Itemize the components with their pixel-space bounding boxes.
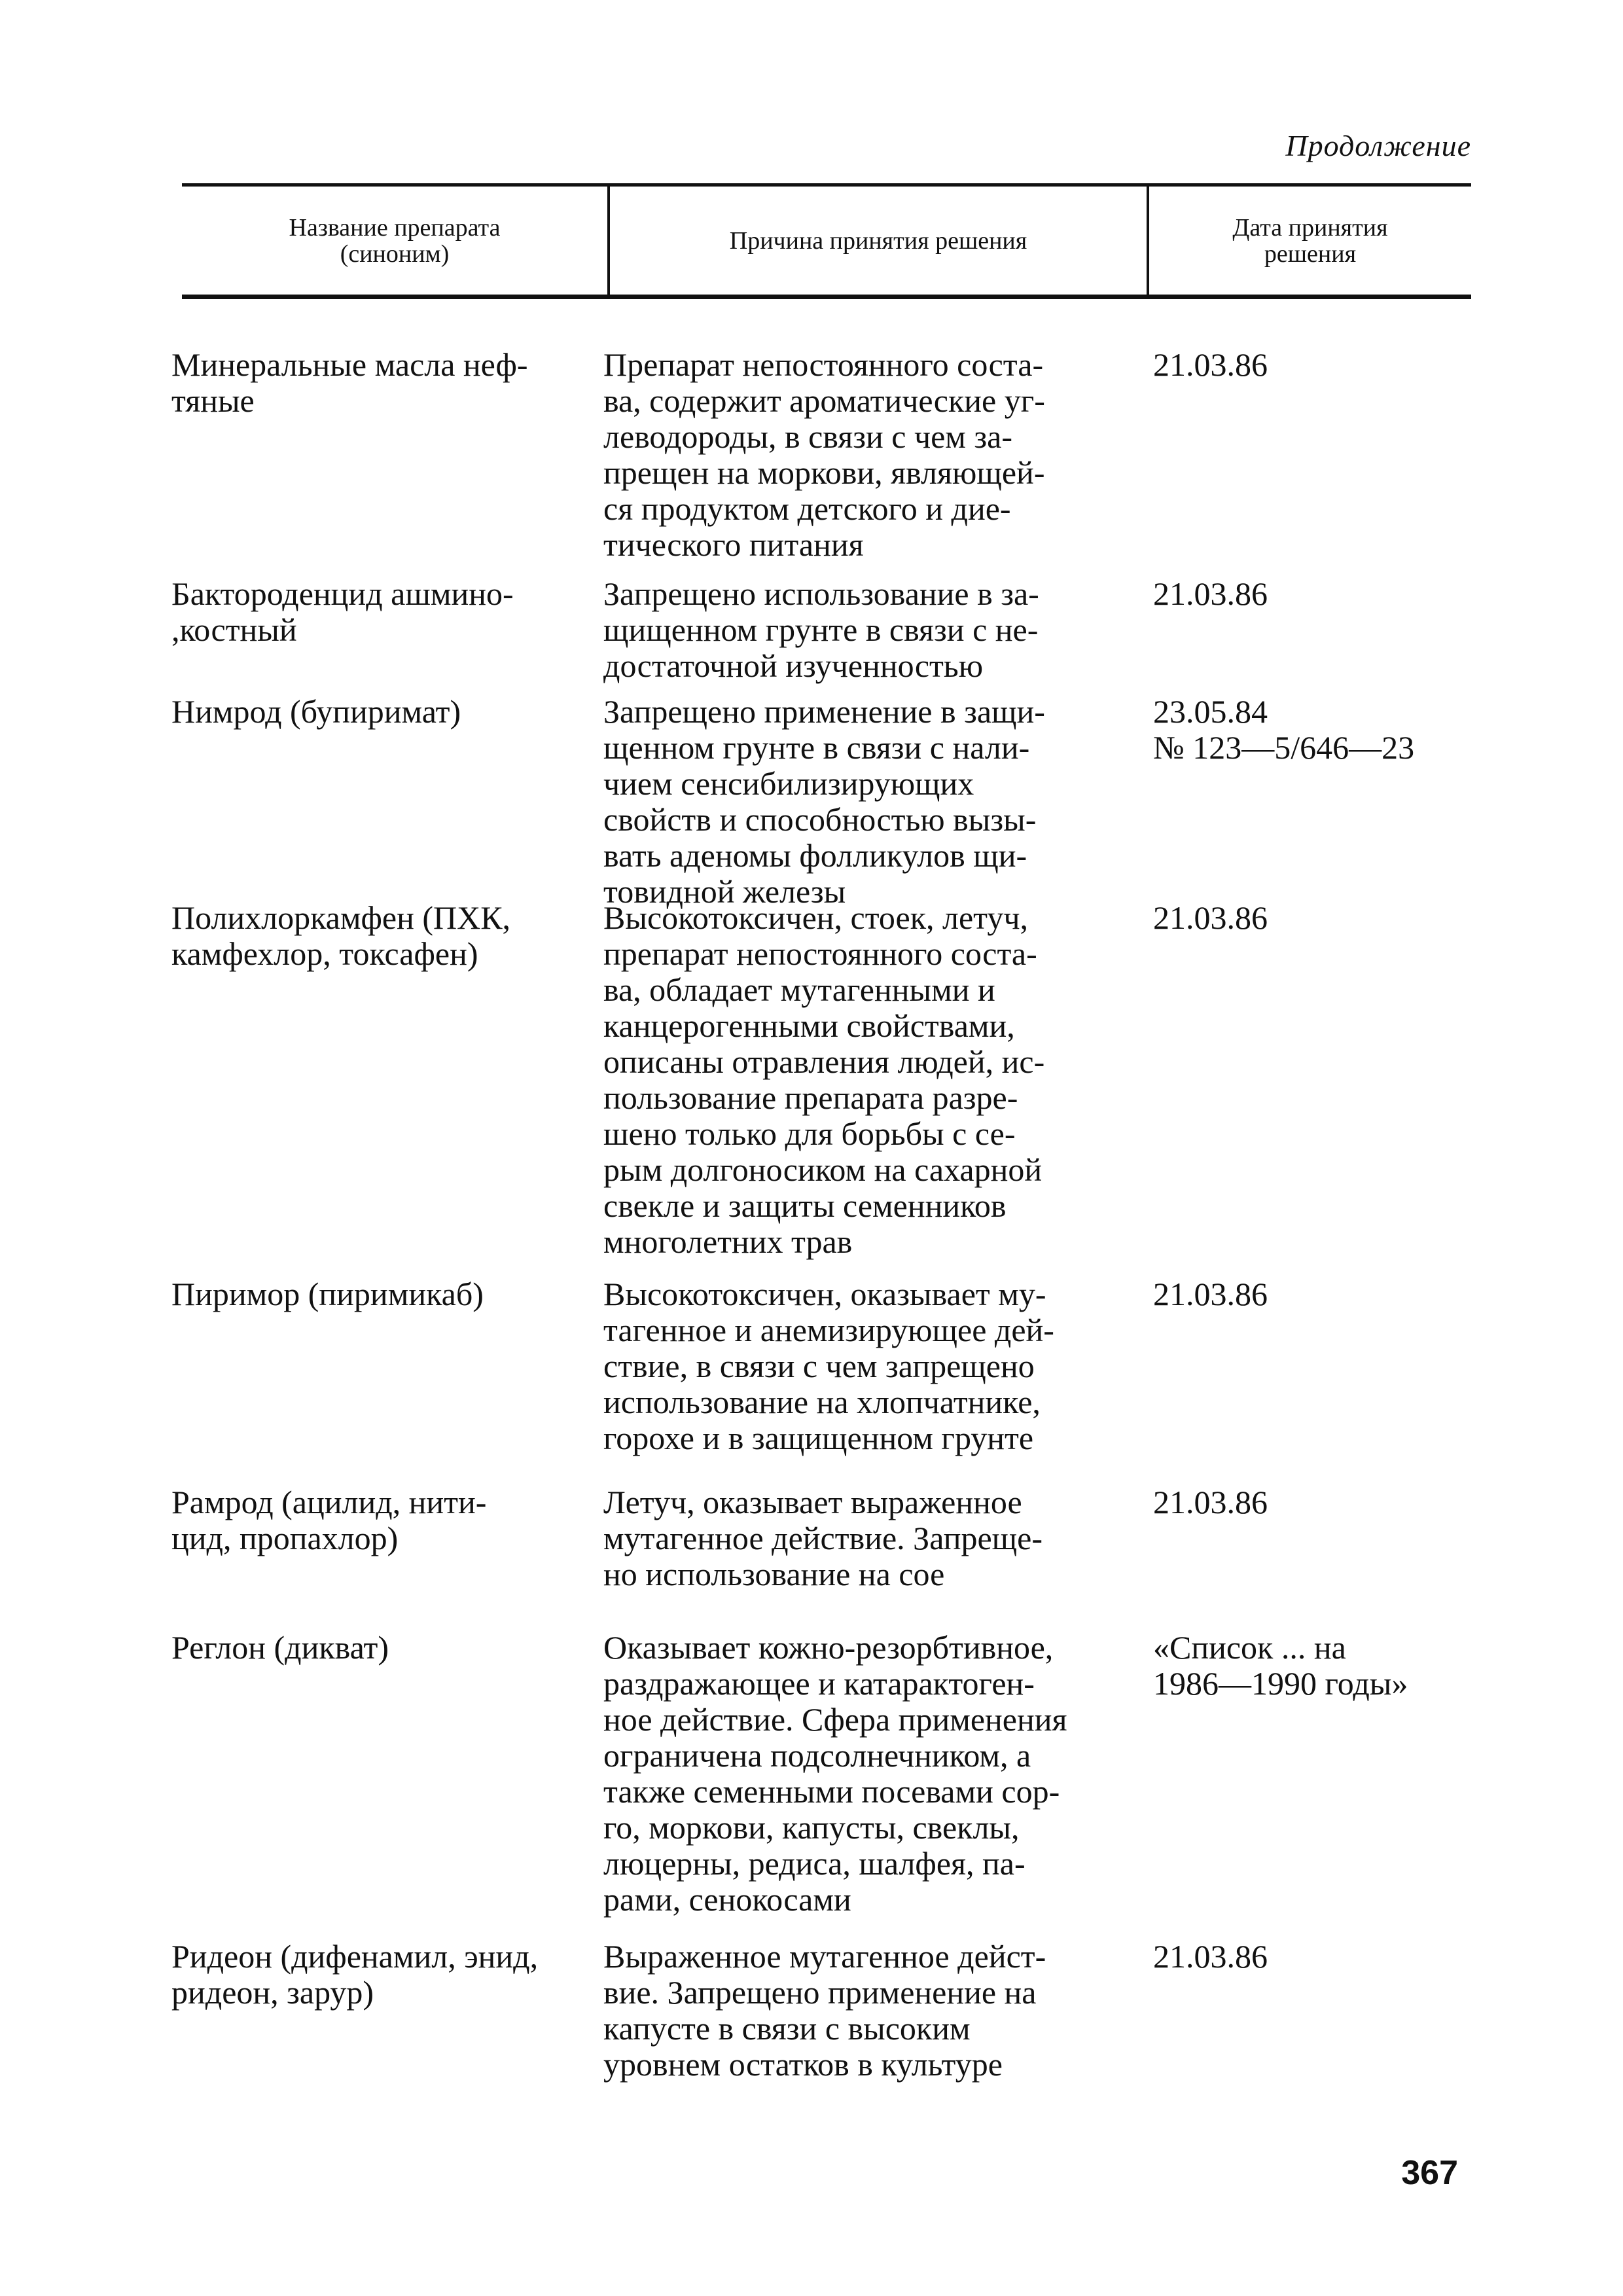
row-reason: Высокотоксичен, стоек, летуч, препарат непостоянного соста- ва, обладает мутагенными и канцерогенными свойствами, описаны отравления людей, ис- пользование препарата разре- шено только для борьбы с се- рым долгоносиком на сахарной свекле и защиты семенников многолетних трав	[603, 899, 1045, 1260]
continuation-label: Продолжение	[1285, 129, 1471, 162]
row-date: 23.05.84 № 123—5/646—23	[1153, 693, 1415, 766]
row-date: 21.03.86	[1153, 575, 1268, 612]
row-name: Реглон (дикват)	[171, 1629, 389, 1666]
row-date: 21.03.86	[1153, 1938, 1268, 1975]
row-date: 21.03.86	[1153, 346, 1268, 383]
row-reason: Летуч, оказывает выраженное мутагенное действие. Запреще- но использование на сое	[603, 1484, 1043, 1592]
row-date: 21.03.86	[1153, 899, 1268, 936]
row-reason: Запрещено применение в защи- щенном грунте в связи с нали- чием сенсибилизирующих свойств и способностью вызы- вать аденомы фолликулов щи- товидной железы	[603, 693, 1045, 910]
row-reason: Запрещено использование в за- щищенном грунте в связи с не- достаточной изученностью	[603, 575, 1039, 684]
row-name: Рамрод (ацилид, нити- цид, пропахлор)	[171, 1484, 487, 1556]
row-date: «Список ... на 1986—1990 годы»	[1153, 1629, 1408, 1702]
row-name: Минеральные масла неф- тяные	[171, 346, 528, 419]
row-name: Пиримор (пиримикаб)	[171, 1276, 484, 1312]
row-name: Бактороденцид ашмино- ,костный	[171, 575, 514, 648]
header-reason: Причина принятия решения	[729, 226, 1027, 255]
row-reason: Выраженное мутагенное дейст- вие. Запрещено применение на капусте в связи с высоким уровнем остатков в культуре	[603, 1938, 1046, 2083]
page-number: 367	[1401, 2154, 1458, 2192]
row-date: 21.03.86	[1153, 1484, 1268, 1520]
header-name: Название препарата (синоним)	[289, 213, 501, 268]
table-header-bottom-rule	[182, 295, 1471, 299]
row-name: Ридеон (дифенамил, энид, ридеон, зарур)	[171, 1938, 539, 2011]
header-date: Дата принятия решения	[1232, 213, 1388, 268]
row-reason: Высокотоксичен, оказывает му- тагенное и анемизирующее дей- ствие, в связи с чем запрещено использование на хлопчатнике, горохе и в защищенном грунте	[603, 1276, 1054, 1456]
row-reason: Оказывает кожно-резорбтивное, раздражающее и катарактоген- ное действие. Сфера применения ограничена подсолнечником, а также семенными посевами сор- го, моркови, капусты, свеклы, люцерны, редиса, шалфея, па- рами, сенокосами	[603, 1629, 1067, 1918]
row-name: Полихлоркамфен (ПХК, камфехлор, токсафен)	[171, 899, 511, 972]
row-name: Нимрод (бупиримат)	[171, 693, 461, 730]
row-date: 21.03.86	[1153, 1276, 1268, 1312]
row-reason: Препарат непостоянного соста- ва, содержит ароматические уг- леводороды, в связи с чем за- прещен на моркови, являющей- ся продуктом детского и дие- тического питания	[603, 346, 1045, 563]
